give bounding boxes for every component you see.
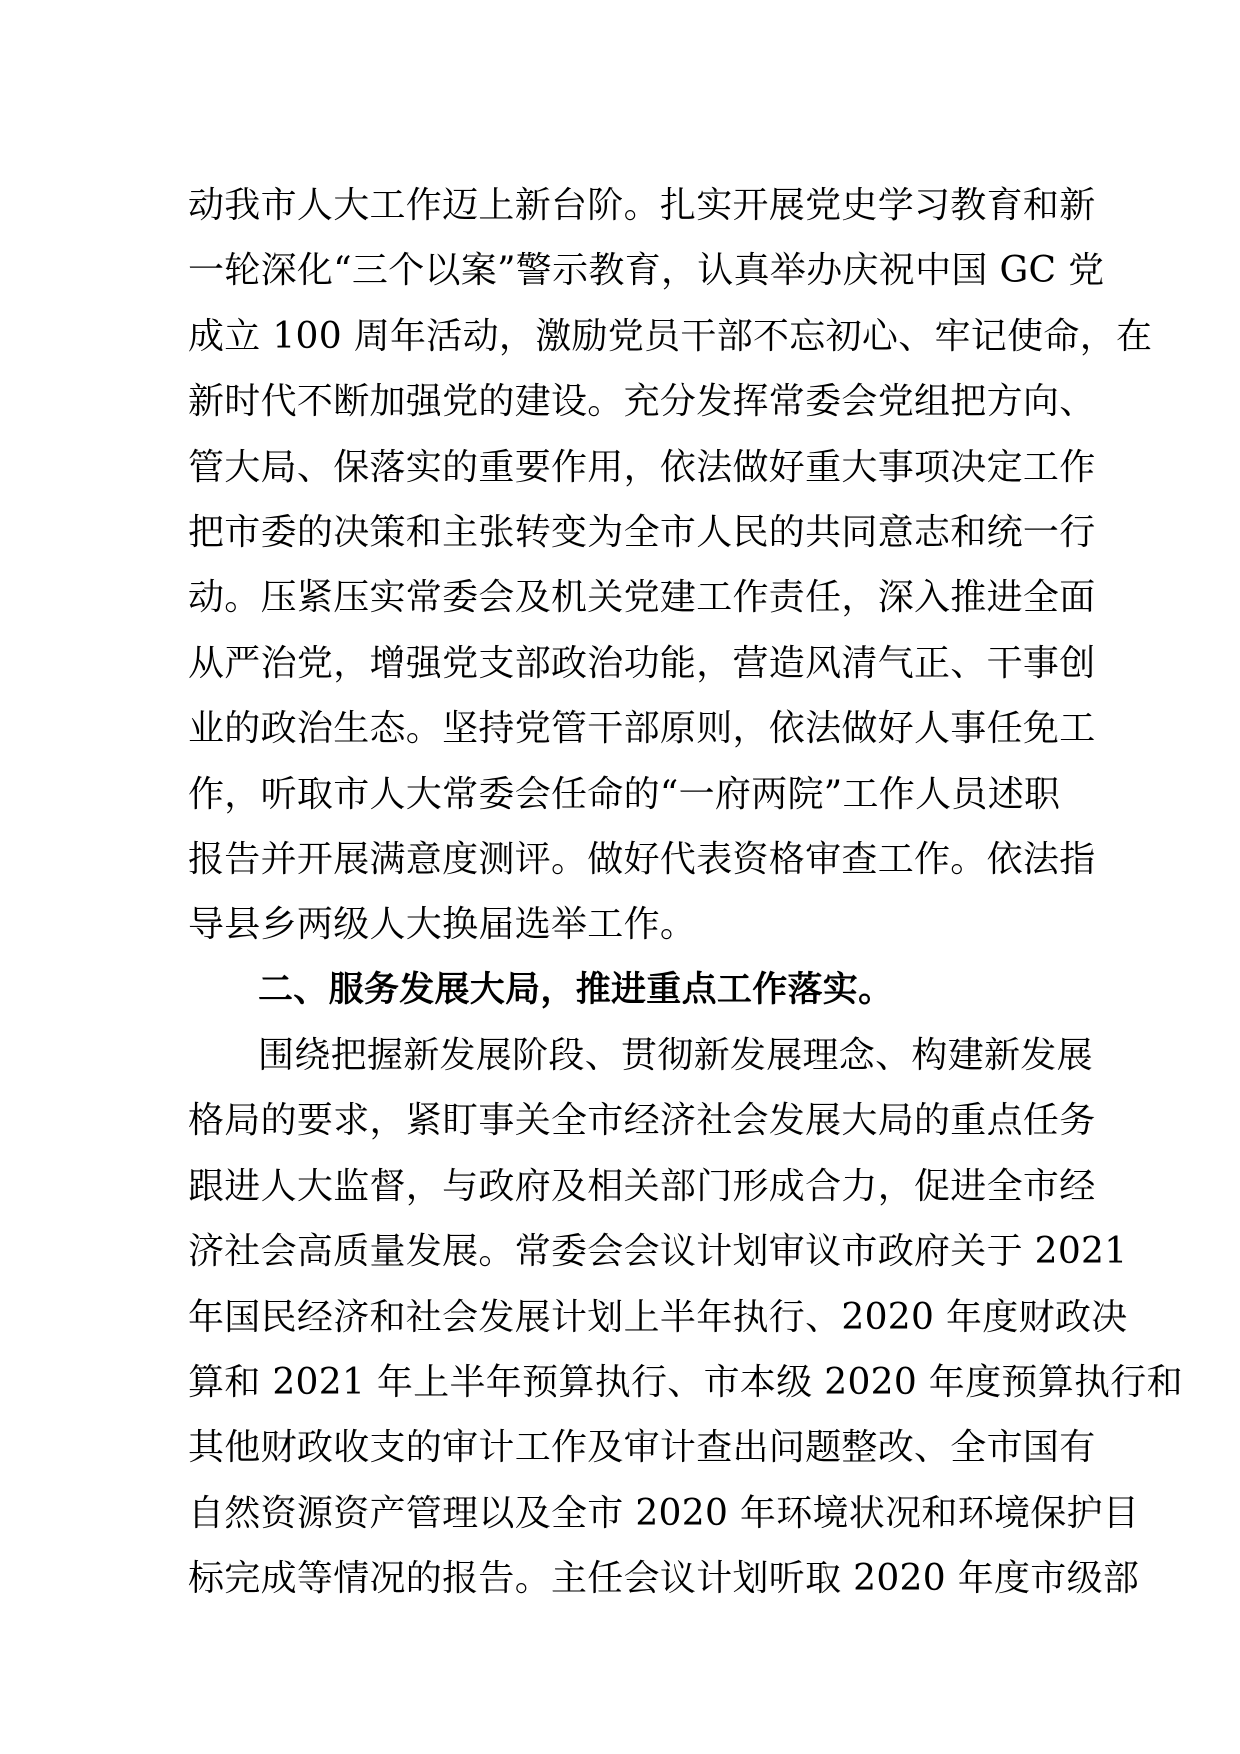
text-line: 围绕把握新发展阶段、贯彻新发展理念、构建新发展 xyxy=(258,1035,1093,1077)
text-line: 作，听取市人大常委会任命的“一府两院”工作人员述职 xyxy=(188,773,1061,815)
text-line: 业的政治生态。坚持党管干部原则，依法做好人事任免工 xyxy=(188,708,1096,750)
text-line: 成立 100 周年活动，激励党员干部不忘初心、牢记使命，在 xyxy=(188,315,1153,357)
text-line: 其他财政收支的审计工作及审计查出问题整改、全市国有 xyxy=(188,1427,1096,1469)
text-line: 动。压紧压实常委会及机关党建工作责任，深入推进全面 xyxy=(188,577,1096,619)
text-line: 自然资源资产管理以及全市 2020 年环境状况和环境保护目 xyxy=(188,1492,1140,1534)
text-line: 标完成等情况的报告。主任会议计划听取 2020 年度市级部 xyxy=(188,1558,1140,1600)
text-line: 年国民经济和社会发展计划上半年执行、2020 年度财政决 xyxy=(188,1296,1128,1338)
text-line: 济社会高质量发展。常委会会议计划审议市政府关于 2021 xyxy=(188,1231,1128,1273)
text-line: 把市委的决策和主张转变为全市人民的共同意志和统一行 xyxy=(188,511,1096,553)
section-heading: 二、服务发展大局，推进重点工作落实。 xyxy=(258,969,894,1010)
text-line: 格局的要求，紧盯事关全市经济社会发展大局的重点任务 xyxy=(188,1100,1096,1142)
text-line: 新时代不断加强党的建设。充分发挥常委会党组把方向、 xyxy=(188,381,1096,423)
text-line: 动我市人大工作迈上新台阶。扎实开展党史学习教育和新 xyxy=(188,185,1096,226)
text-line: 一轮深化“三个以案”警示教育，认真举办庆祝中国 GC 党 xyxy=(188,250,1105,292)
text-line: 从严治党，增强党支部政治功能，营造风清气正、干事创 xyxy=(188,642,1096,684)
body-text xyxy=(188,173,1183,1612)
text-line: 算和 2021 年上半年预算执行、市本级 2020 年度预算执行和 xyxy=(188,1362,1183,1404)
text-line: 报告并开展满意度测评。做好代表资格审查工作。依法指 xyxy=(188,838,1096,880)
text-line: 管大局、保落实的重要作用，依法做好重大事项决定工作 xyxy=(188,446,1096,488)
text-line: 跟进人大监督，与政府及相关部门形成合力，促进全市经 xyxy=(188,1165,1096,1207)
text-line: 导县乡两级人大换届选举工作。 xyxy=(188,904,697,946)
